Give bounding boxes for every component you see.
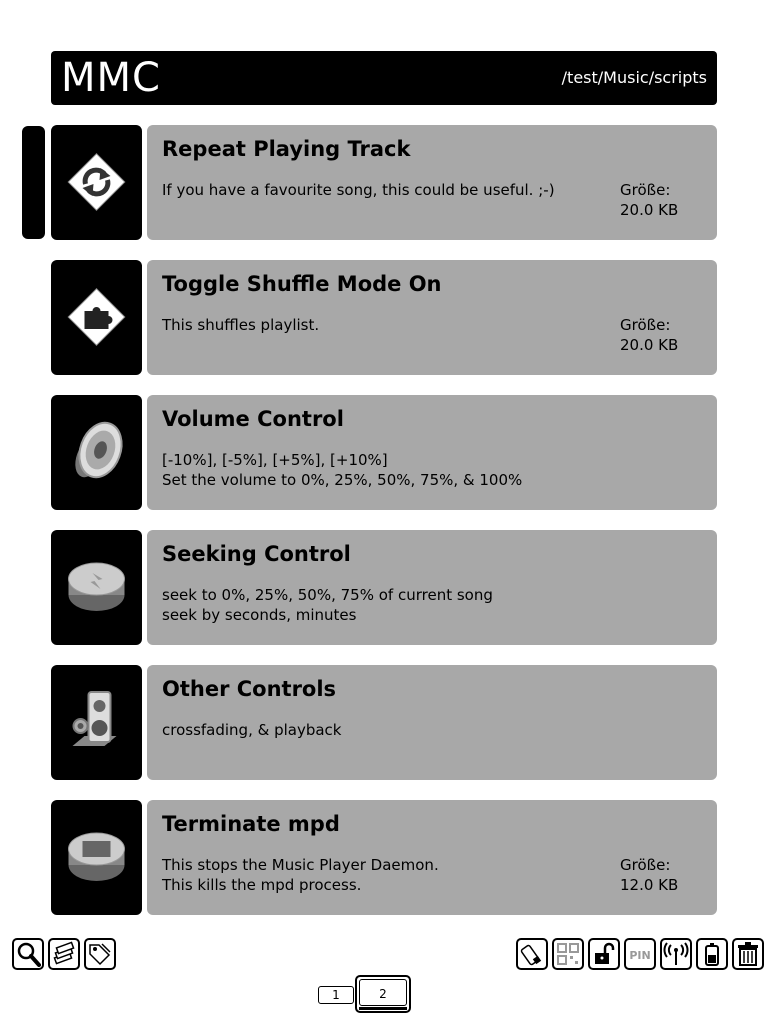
page-number: 2 [359, 979, 407, 1006]
item-icon-tile [51, 530, 142, 645]
item-description [162, 856, 439, 895]
battery-button[interactable] [696, 938, 728, 970]
item-size [620, 181, 678, 220]
unlock-button[interactable] [588, 938, 620, 970]
description-line: If you have a favourite song, this could be useful. ;-) [162, 181, 555, 199]
item-title: Repeat Playing Track [162, 137, 411, 161]
speakers-icon [51, 665, 142, 780]
repeat-icon [51, 125, 142, 240]
pin-icon [627, 941, 653, 967]
item-card [147, 665, 717, 780]
trash-icon [735, 941, 761, 967]
item-description [162, 451, 522, 490]
library-button[interactable] [48, 938, 80, 970]
item-icon-tile [51, 125, 142, 240]
title-bar [51, 51, 717, 105]
description-line: Set the volume to 0%, 25%, 50%, 75%, & 100% [162, 470, 523, 489]
list-item[interactable] [51, 125, 717, 240]
item-card [147, 260, 717, 375]
description-line: seek by seconds, minutes [162, 605, 357, 624]
tag-icon [87, 941, 113, 967]
item-card [147, 395, 717, 510]
books-icon [51, 941, 77, 967]
unlock-icon [591, 941, 617, 967]
list-item[interactable] [51, 530, 717, 645]
seek-button-icon [51, 530, 142, 645]
selection-marker [22, 126, 45, 239]
app-title: MMC [61, 55, 161, 101]
qr-code-icon [555, 941, 581, 967]
size-label: Größe: [620, 856, 671, 874]
trash-button[interactable] [732, 938, 764, 970]
usb-stick-icon [519, 941, 545, 967]
tag-button[interactable] [84, 938, 116, 970]
description-line: seek to 0%, 25%, 50%, 75% of current song [162, 586, 493, 604]
item-title: Other Controls [162, 677, 337, 701]
item-description [162, 586, 493, 625]
battery-icon [699, 941, 725, 967]
list-item[interactable] [51, 395, 717, 510]
list-item[interactable] [51, 665, 717, 780]
qr-button[interactable] [552, 938, 584, 970]
page-button-2-current[interactable] [355, 975, 411, 1013]
description-line: This kills the mpd process. [162, 875, 362, 894]
item-card [147, 530, 717, 645]
list-item[interactable] [51, 800, 717, 915]
item-icon-tile [51, 260, 142, 375]
search-button[interactable] [12, 938, 44, 970]
item-icon-tile [51, 665, 142, 780]
item-size [620, 316, 678, 355]
wireless-button[interactable] [660, 938, 692, 970]
pin-button[interactable] [624, 938, 656, 970]
item-title: Terminate mpd [162, 812, 340, 836]
list-item[interactable] [51, 260, 717, 375]
item-description [162, 181, 555, 201]
item-icon-tile [51, 395, 142, 510]
stop-button-icon [51, 800, 142, 915]
item-card [147, 125, 717, 240]
pin-text: PIN [629, 949, 651, 962]
description-line: [-10%], [-5%], [+5%], [+10%] [162, 451, 388, 469]
description-line: This shuffles playlist. [162, 316, 320, 334]
size-label: Größe: [620, 181, 671, 199]
description-line: This stops the Music Player Daemon. [162, 856, 439, 874]
item-title: Volume Control [162, 407, 344, 431]
item-description [162, 721, 342, 741]
size-value: 20.0 KB [620, 200, 679, 219]
folder-path: /test/Music/scripts [561, 68, 707, 87]
current-page-indicator [359, 1007, 407, 1010]
size-label: Größe: [620, 316, 671, 334]
page-button-1[interactable]: 1 [318, 986, 354, 1004]
usb-button[interactable] [516, 938, 548, 970]
size-value: 12.0 KB [620, 875, 679, 894]
item-title: Toggle Shuffle Mode On [162, 272, 442, 296]
puzzle-icon [51, 260, 142, 375]
search-icon [15, 941, 41, 967]
item-size [620, 856, 678, 895]
item-icon-tile [51, 800, 142, 915]
description-line: crossfading, & playback [162, 721, 342, 739]
wireless-icon [663, 941, 689, 967]
item-title: Seeking Control [162, 542, 351, 566]
item-description [162, 316, 319, 336]
speaker-icon [51, 395, 142, 510]
size-value: 20.0 KB [620, 335, 679, 354]
item-card [147, 800, 717, 915]
